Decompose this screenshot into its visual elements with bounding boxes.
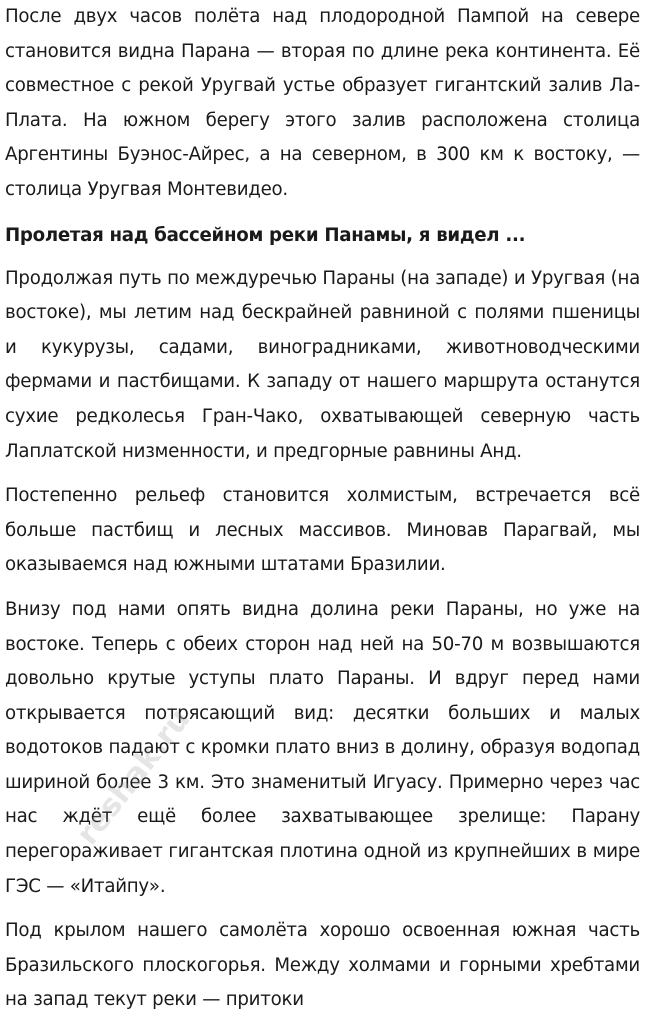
paragraph-brazilian-plateau: Под крылом нашего самолёта хорошо освоенная южная часть Бразильского плоскогорья. Между холмами и горными хребтами на запад текут реки — притоки [5,920,640,1011]
watermark-logo: reshak.ru [70,702,198,852]
paragraph-parana-la-plata: После двух часов полёта над плодородной Пампой на севере становится видна Парана — вторая по длине река континента. Её совместное с рекой Уругвай устье образует гигантский залив Ла-Плата. На южном берегу этого залив расположена столица Аргентины Буэнос-Айрес, а на северном, в 300 км к востоку, — столица Уругвая Монтевидео. [5,6,640,200]
paragraph-paraguay-brazil: Постепенно рельеф становится холмистым, встречается всё больше пастбищ и лесных массивов. Миновав Парагвай, мы оказываемся над южными штатами Бразилии. [5,485,640,576]
paragraph-iguazu-itaipu: Внизу под нами опять видна долина реки Параны, но уже на востоке. Теперь с обеих сторон над ней на 50-70 м возвышаются довольно крутые уступы плато Параны. И вдруг перед нами открывается потрясающий вид: десятки больших и малых водотоков падают с кромки плато вниз в долину, образуя водопад шириной более 3 км. Это знаменитый Игуасу. Примерно через час нас ждёт ещё более захватывающее зрелище: Парану перегораживает гигантская плотина одной из крупнейших в мире ГЭС — «Итайпу». [5,598,640,897]
paragraph-mesopotamia-route: Продолжая путь по междуречью Параны (на западе) и Уругвая (на востоке), мы летим над бескрайней равниной с полями пшеницы и кукурузы, садами, виноградниками, животноводческими фермами и пастбищами. К западу от нашего маршрута останутся сухие редколесья Гран-Чако, охватывающей северную часть Лаплатской низменности, и предгорные равнины Анд. [5,267,640,462]
section-heading: Пролетая над бассейном реки Панамы, я видел ... [5,224,526,246]
document-page [5,0,640,1018]
